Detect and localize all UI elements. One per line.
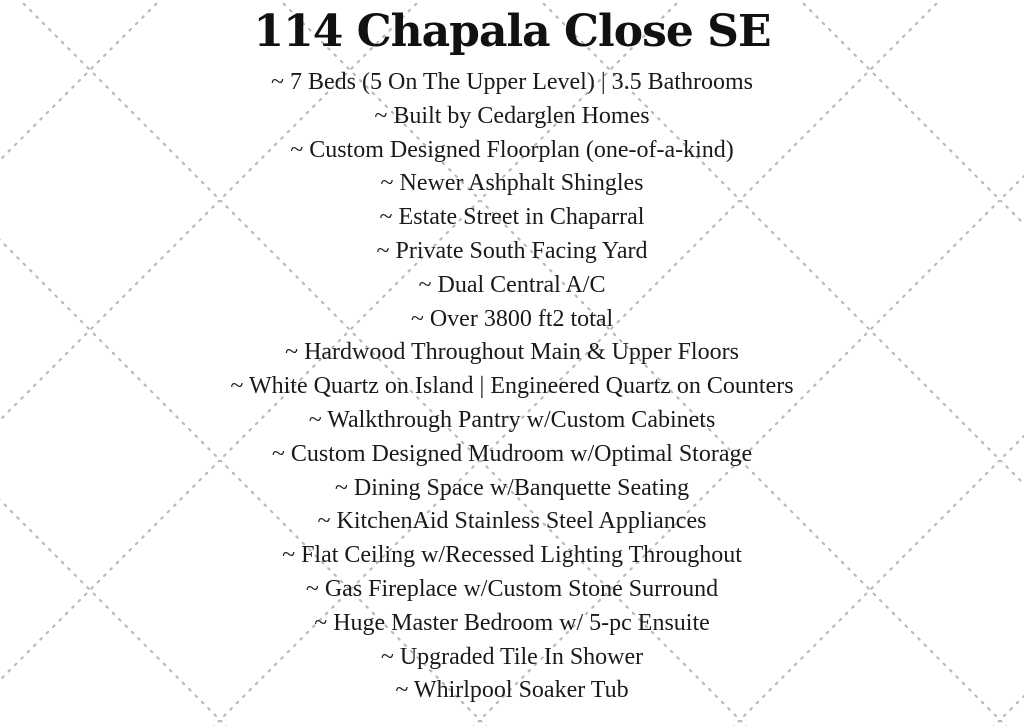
feature-list [0,66,1024,708]
feature-item: ~ Upgraded Tile In Shower [380,643,644,670]
feature-item: ~ Dining Space w/Banquette Seating [334,474,690,501]
listing-title: 114 Chapala Close SE [253,6,771,57]
feature-item: ~ Whirlpool Soaker Tub [395,677,629,704]
feature-item: ~ Flat Ceiling w/Recessed Lighting Throughout [282,542,742,569]
feature-item: ~ 7 Beds (5 On The Upper Level) | 3.5 Bathrooms [271,69,753,95]
feature-item: ~ Estate Street in Chaparral [379,204,645,231]
feature-item: ~ Over 3800 ft2 total [410,305,614,332]
feature-item: ~ White Quartz on Island | Engineered Quartz on Counters [230,373,794,400]
feature-item: ~ KitchenAid Stainless Steel Appliances [317,508,707,535]
feature-item: ~ Walkthrough Pantry w/Custom Cabinets [308,406,716,433]
feature-item: ~ Private South Facing Yard [376,237,648,264]
feature-item: ~ Huge Master Bedroom w/ 5-pc Ensuite [314,609,710,636]
feature-item: ~ Dual Central A/C [418,271,606,298]
feature-item: ~ Newer Ashphalt Shingles [380,170,644,197]
feature-item: ~ Custom Designed Floorplan (one-of-a-kind) [290,136,734,163]
feature-item: ~ Built by Cedarglen Homes [374,102,650,129]
feature-item: ~ Hardwood Throughout Main & Upper Floors [285,339,739,366]
feature-item: ~ Custom Designed Mudroom w/Optimal Storage [271,440,753,467]
feature-item: ~ Gas Fireplace w/Custom Stone Surround [305,575,719,602]
